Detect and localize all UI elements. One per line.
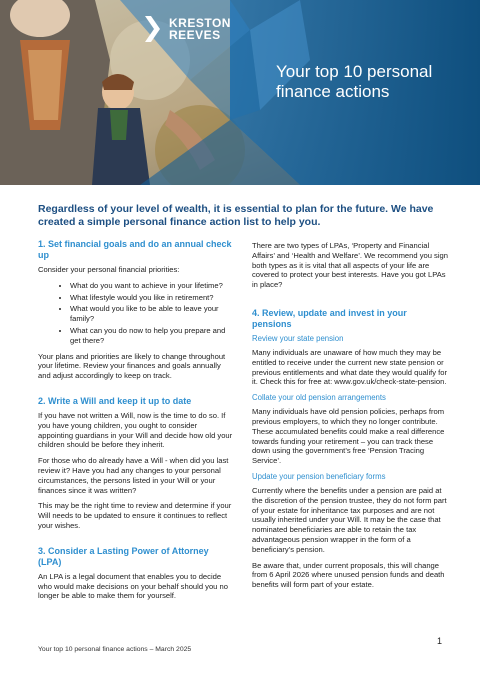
section-2-para-1: If you have not written a Will, now is the time to do so. If you have young children, you ought to consider appointing guardians in your Will and decide how old your children should be before they inherit. — [38, 410, 233, 450]
section-2-heading: 2. Write a Will and keep it up to date — [38, 395, 192, 406]
logo-wordmark — [169, 17, 231, 41]
section-4-subheading-1: Review your state pension — [252, 333, 344, 343]
bullet-item: • What do you want to achieve in your lifetime? — [70, 281, 233, 291]
bullet-item: • What would you like to be able to leave your family? — [70, 304, 233, 324]
kreston-reeves-logo — [142, 16, 231, 42]
section-3-para-1: An LPA is a legal document that enables you to decide who would make decisions on your behalf should you no longer be able to make them for yourself. — [38, 571, 228, 601]
logo-text-line-2: REEVES — [169, 28, 221, 42]
section-4-para-1: Many individuals are unaware of how much they may be entitled to receive under the current new state pension or previous entitlements and what date they would qualify for it. Check this for free at: www.gov.uk/check-state-pension. — [252, 347, 448, 387]
footer-text: Your top 10 personal finance actions – March 2025 — [38, 646, 192, 653]
right-column — [252, 241, 448, 596]
hero-banner — [0, 0, 480, 185]
left-column — [38, 239, 233, 607]
section-4-para-3: Currently where the benefits under a pension are paid at the discretion of the pension trustee, they do not form part of your estate for inheritance tax purposes and are not usually inherited under your Will. It may be the case that nominated beneficiaries are able to retain the tax advantageous pension wrapper in the form of a beneficiary’s pension. — [252, 485, 447, 554]
section-4-para-2: Many individuals have old pension policies, perhaps from previous employers, to which they no longer contribute. These accumulated benefits could make a real difference towards funding your retirement – you can track these down using the government’s free ‘Pension Tracing Service’. — [252, 407, 445, 466]
section-3-para-2: There are two types of LPAs, ‘Property and Financial Affairs’ and ‘Health and Welfare’. We recommend you sign both types as it is vital that all aspects of your life are covered to protect your best interests. Have you got LPAs in place? — [252, 241, 448, 290]
section-3-heading: 3. Consider a Lasting Power of Attorney (LPA) — [38, 545, 209, 567]
bullet-item: • What can you do now to help you prepare and get there? — [70, 326, 233, 346]
kreston-chevron-logo-icon — [142, 16, 164, 42]
section-1-para-1: Consider your personal financial priorities: — [38, 265, 180, 274]
section-4-para-4: Be aware that, under current proposals, this will change from 6 April 2026 where unused pension funds and death benefits will form part of your estate. — [252, 560, 445, 590]
bullet-item: • What lifestyle would you like in retirement? — [70, 293, 233, 303]
page-title: Your top 10 personal finance actions — [276, 62, 433, 101]
page-number: 1 — [437, 636, 443, 646]
section-2-para-2: For those who do already have a Will - when did you last review it? Have you had any changes to your personal circumstances, the persons listed in your Will or your finances since it was written? — [38, 456, 229, 495]
section-1-para-2: Your plans and priorities are likely to change throughout your lifetime. Review your finances and goals annually and adjust accordingly to keep on track. — [38, 351, 226, 381]
section-4-heading: 4. Review, update and invest in your pensions — [252, 307, 407, 329]
section-4-subheading-2: Collate your old pension arrangements — [252, 393, 386, 403]
section-2-para-3: This may be the right time to review and determine if your Will needs to be updated to ensure it continues to reflect your wishes. — [38, 501, 232, 530]
intro-text: Regardless of your level of wealth, it is essential to plan for the future. We have created a simple personal finance action list to help you. — [38, 203, 434, 228]
logo-text-line-1: KRESTON — [169, 16, 231, 30]
section-1-heading: 1. Set financial goals and do an annual check up — [38, 239, 232, 260]
section-4-subheading-3: Update your pension beneficiary forms — [252, 471, 386, 481]
section-1-bullet-list — [38, 281, 233, 346]
